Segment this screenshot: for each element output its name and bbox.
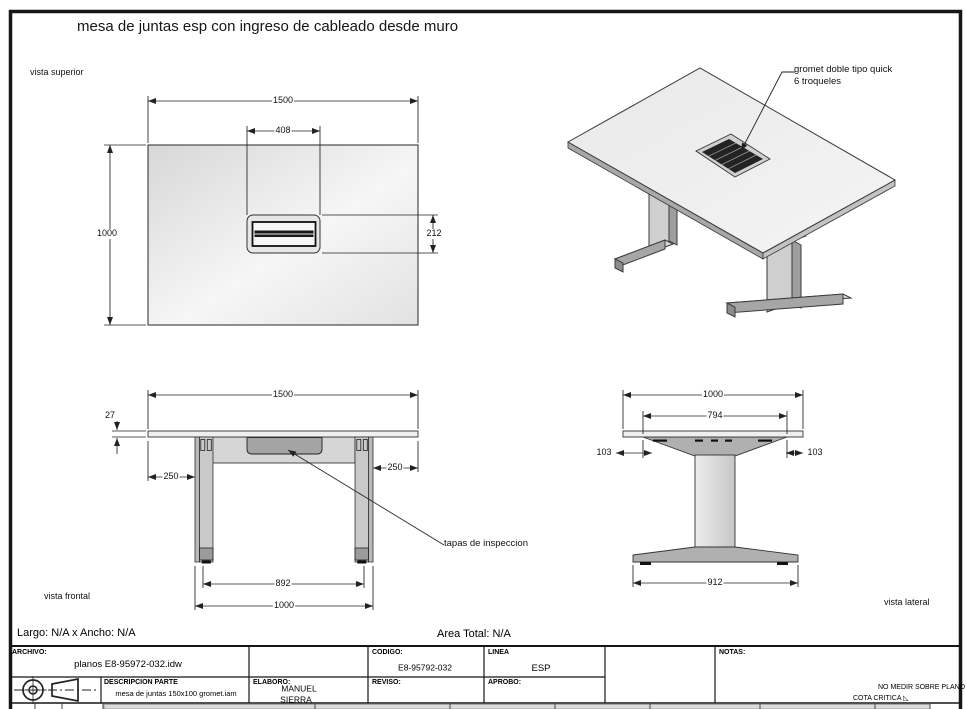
- dim-front-legs-outer: 1000: [273, 600, 295, 611]
- elaboro-label: ELABORO:: [253, 679, 291, 686]
- side-tabletop: [623, 431, 803, 437]
- dim-side-offset-left: 103: [596, 447, 612, 458]
- dim-front-width: 1500: [272, 389, 294, 400]
- side-column: [695, 455, 735, 549]
- partial-bottom-row: [35, 703, 930, 709]
- top-view-label: vista superior: [30, 67, 84, 77]
- descripcion-value: mesa de juntas 150x100 gromet.iam: [115, 688, 237, 698]
- front-view-label: vista frontal: [44, 591, 91, 601]
- top-view-drawing: [104, 96, 438, 325]
- inspection-annotation: tapas de inspeccion: [444, 538, 528, 549]
- gromet-annotation-line1: gromet doble tipo quick: [794, 64, 893, 75]
- note-no-medir: NO MEDIR SOBRE PLANO: [878, 684, 966, 691]
- dim-front-legs-inner: 892: [275, 578, 291, 589]
- codigo-value: E8-95792-032: [398, 662, 452, 673]
- dim-top-depth: 1000: [96, 228, 118, 239]
- area-total-text: Area Total: N/A: [437, 628, 511, 640]
- front-inspection-cover: [247, 438, 322, 455]
- front-tabletop: [148, 431, 418, 437]
- dim-top-width: 1500: [272, 95, 294, 106]
- dim-side-offset-right: 103: [807, 447, 823, 458]
- side-foot: [633, 547, 798, 562]
- front-view-dimensions: [112, 390, 444, 610]
- reviso-label: REVISO:: [372, 679, 401, 686]
- archivo-label: ARCHIVO:: [12, 649, 47, 656]
- side-view-label: vista lateral: [884, 597, 930, 607]
- gromet-annotation-line2: 6 troqueles: [794, 76, 842, 87]
- largo-ancho-text: Largo: N/A x Ancho: N/A: [17, 627, 136, 639]
- note-cota-critica: COTA CRITICA ◺: [853, 695, 909, 702]
- descripcion-label: DESCRIPCION PARTE: [104, 679, 178, 686]
- iso-view-drawing: [568, 68, 895, 317]
- front-view-drawing: [112, 390, 444, 610]
- sheet-border: [11, 12, 961, 709]
- elaboro-name-line2: SIERRA: [280, 694, 312, 705]
- codigo-label: CODIGO:: [372, 649, 403, 656]
- dim-front-overhang-left: 250: [163, 471, 179, 482]
- archivo-value: planos E8-95972-032.idw: [74, 658, 182, 670]
- dim-side-foot: 912: [707, 577, 723, 588]
- dim-side-bracket: 794: [707, 410, 723, 421]
- projection-symbol: [14, 676, 97, 704]
- front-left-leg: [195, 437, 213, 564]
- dim-front-thickness: 27: [104, 410, 116, 421]
- dim-front-overhang-right: 250: [387, 462, 403, 473]
- cota-critica-icon: ◺: [903, 695, 909, 702]
- linea-label: LINEA: [488, 649, 509, 656]
- linea-value: ESP: [531, 662, 551, 674]
- elaboro-name-line1: MANUEL: [281, 683, 317, 694]
- dim-side-depth: 1000: [702, 389, 724, 400]
- dim-top-gromet-width: 408: [275, 125, 291, 136]
- aprobo-label: APROBO:: [488, 679, 522, 686]
- notas-label: NOTAS:: [719, 649, 746, 656]
- sheet-title: mesa de juntas esp con ingreso de cableado desde muro: [77, 18, 459, 35]
- dim-top-gromet-depth: 212: [426, 228, 442, 239]
